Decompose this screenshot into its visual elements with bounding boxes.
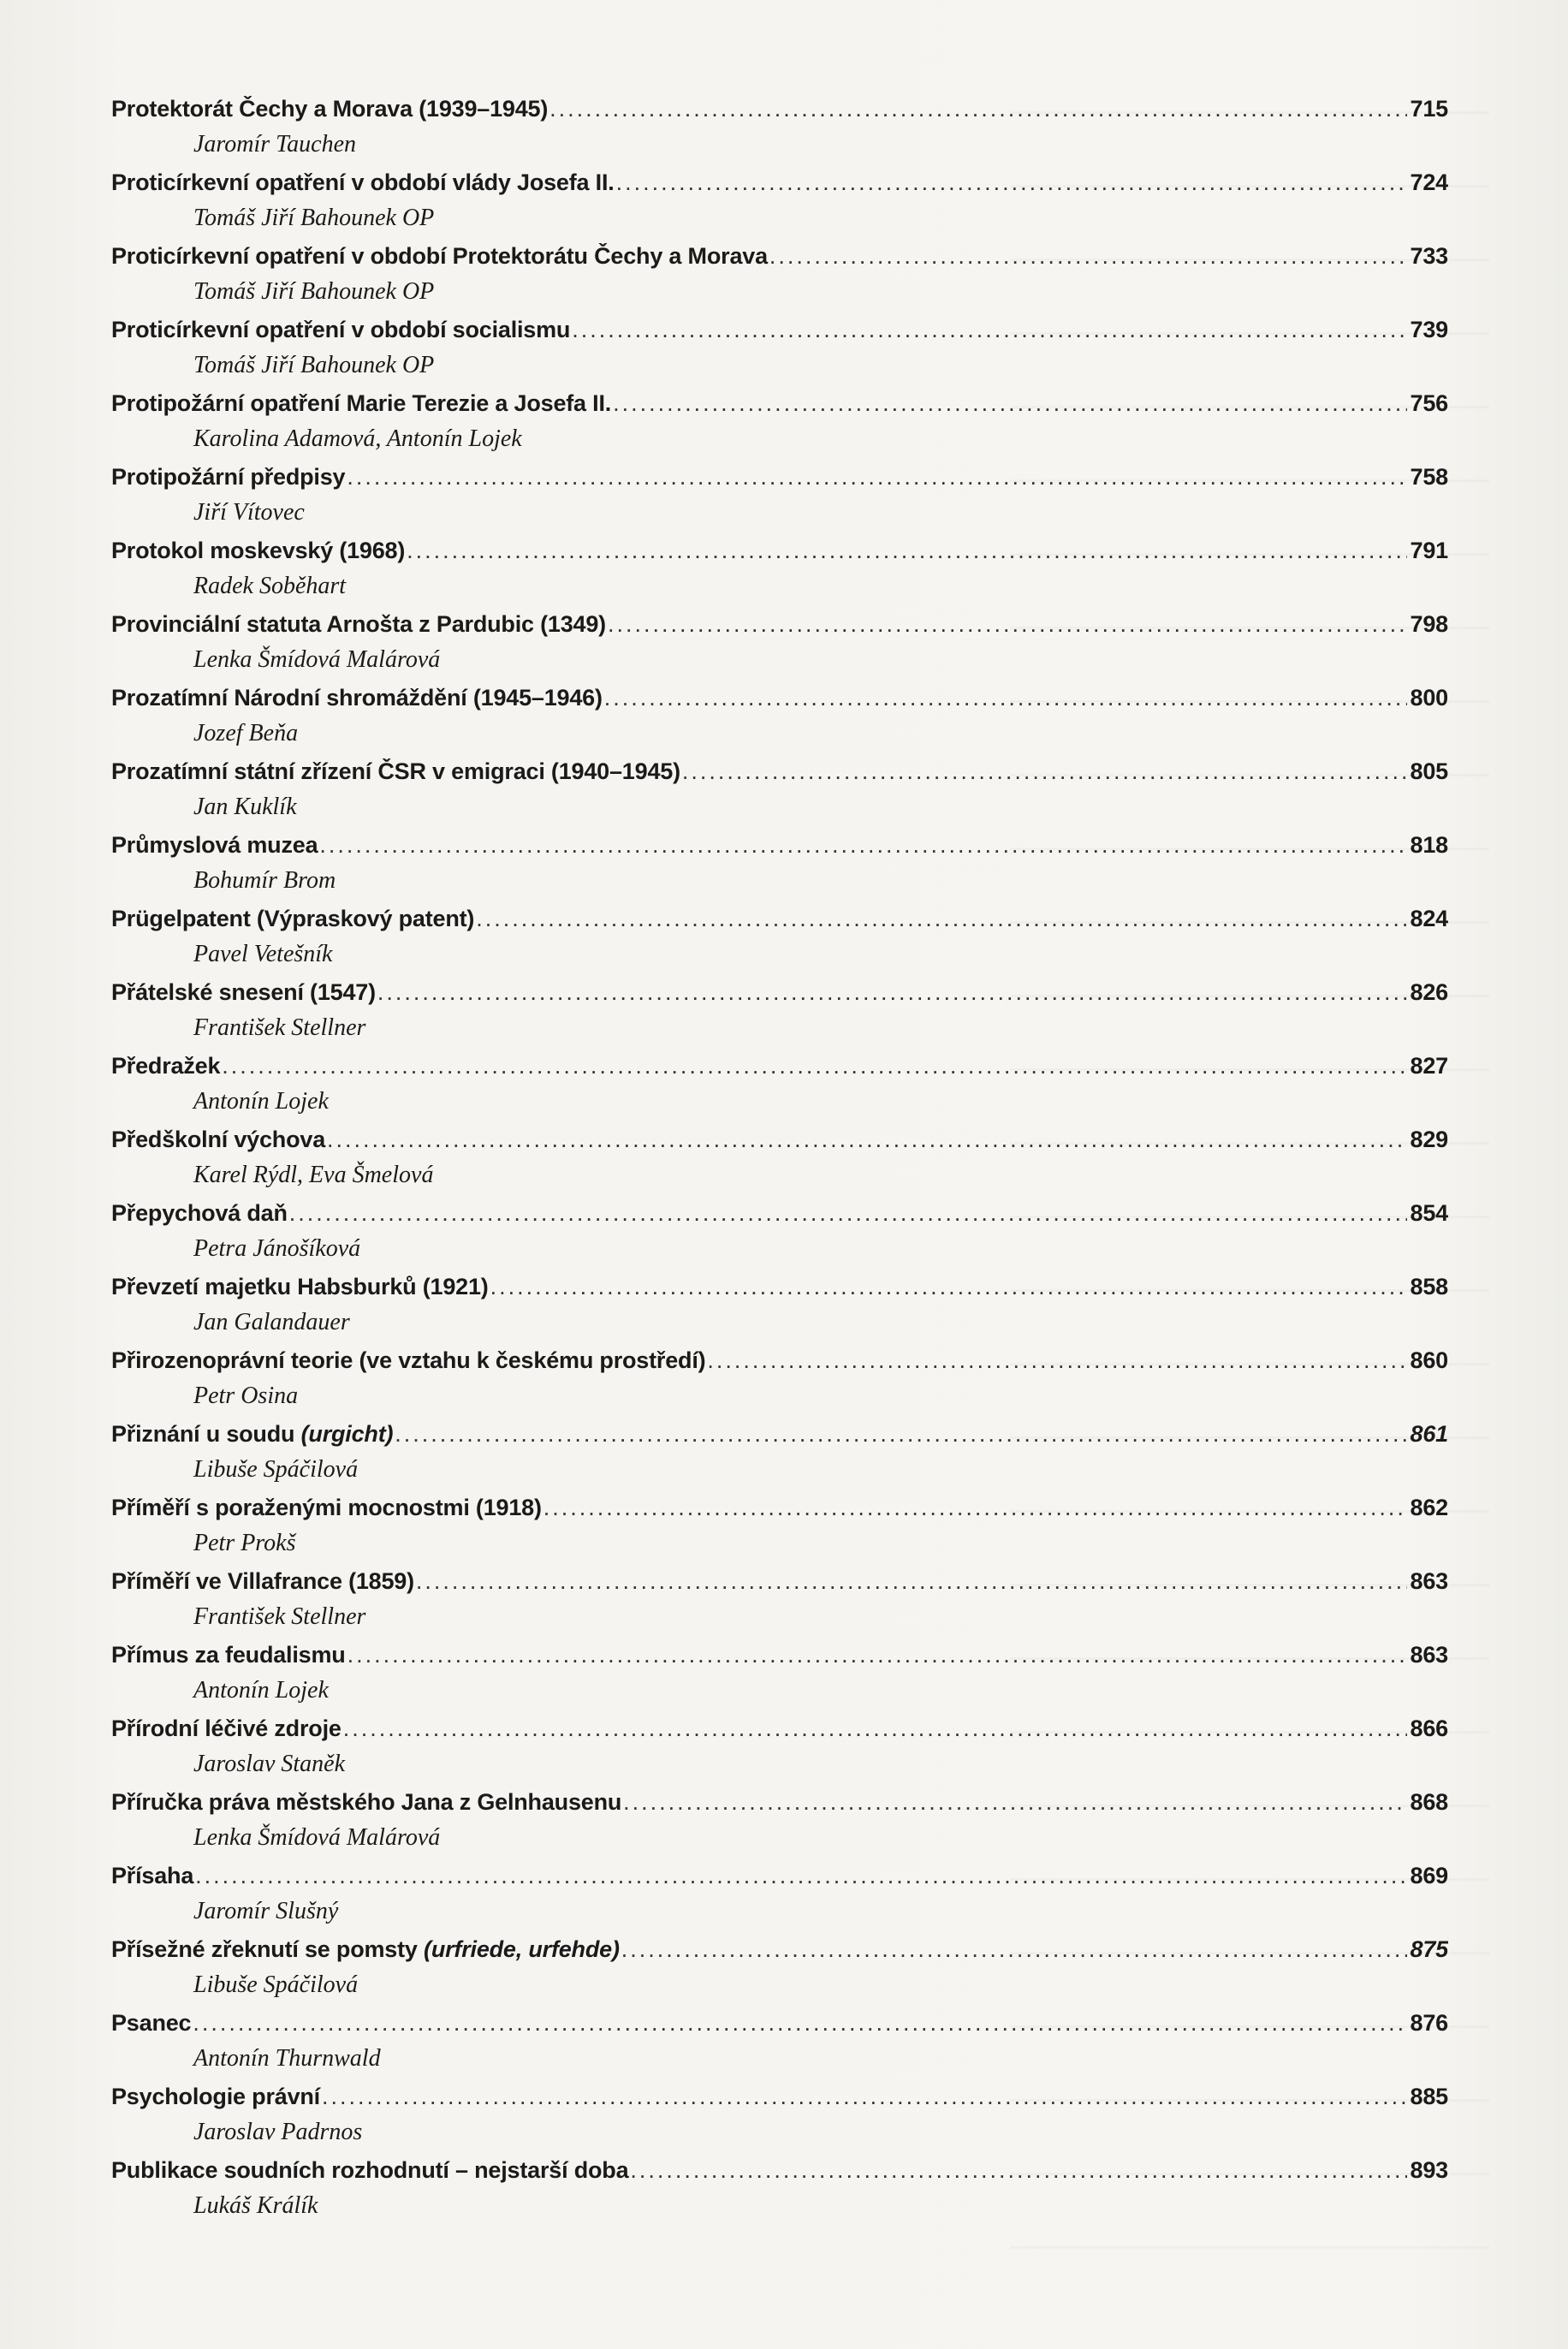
entry-page-number: 805	[1410, 758, 1448, 784]
entry-title-text: Proticírkevní opatření v období Protektorátu Čechy a Morava	[111, 243, 768, 269]
entry-page-number: 875	[1410, 1936, 1448, 1962]
dot-leader	[572, 317, 1406, 343]
entry-title	[111, 2157, 628, 2184]
entry-page-number: 824	[1410, 906, 1448, 931]
entry-page-number: 733	[1410, 243, 1448, 269]
entry-title	[111, 1863, 193, 1889]
toc-entry	[111, 169, 1448, 243]
toc-entry	[111, 243, 1448, 317]
entry-title	[111, 685, 603, 711]
entry-title-text: Přiznání u soudu	[111, 1421, 301, 1447]
entry-page-number: 862	[1410, 1495, 1448, 1520]
dot-leader	[613, 390, 1406, 417]
entry-title	[111, 1421, 393, 1448]
entry-page-number: 756	[1410, 390, 1448, 416]
entry-title-text: Předražek	[111, 1053, 221, 1079]
entry-author: Jozef Beňa	[193, 720, 299, 746]
entry-author: Lenka Šmídová Malárová	[193, 646, 441, 673]
dot-leader	[407, 538, 1406, 564]
toc-entry-line	[111, 538, 1448, 575]
entry-author: Pavel Vetešník	[193, 941, 333, 967]
entry-page-number: 876	[1410, 2010, 1448, 2036]
toc-entry	[111, 1127, 1448, 1200]
entry-title-text: Protokol moskevský (1968)	[111, 538, 406, 563]
entry-title	[111, 1642, 346, 1668]
entry-author: Jan Galandauer	[193, 1309, 350, 1335]
toc-entry	[111, 317, 1448, 390]
toc-entry	[111, 1863, 1448, 1936]
entry-author: Petr Osina	[193, 1383, 299, 1409]
entry-page-number: 885	[1410, 2084, 1448, 2109]
entry-page-number: 818	[1410, 832, 1448, 858]
entry-page-number: 854	[1410, 1200, 1448, 1226]
entry-title	[111, 464, 345, 491]
entry-author: Antonín Thurnwald	[193, 2045, 381, 2072]
dot-leader	[327, 1127, 1407, 1153]
entry-title	[111, 169, 615, 196]
toc-entry-line	[111, 1421, 1448, 1459]
entry-title	[111, 979, 376, 1006]
dot-leader	[343, 1716, 1407, 1742]
toc-entry	[111, 1642, 1448, 1716]
toc-entry-line	[111, 1716, 1448, 1753]
toc-entry	[111, 1789, 1448, 1863]
toc-entry-line	[111, 906, 1448, 943]
entry-author: Libuše Spáčilová	[193, 1971, 359, 1998]
entry-title-text: Příručka práva městského Jana z Gelnhausenu	[111, 1789, 622, 1815]
entry-title-text: Příměří s poraženými mocnostmi (1918)	[111, 1495, 542, 1520]
dot-leader	[543, 1495, 1407, 1521]
entry-title	[111, 1568, 414, 1595]
toc-entry	[111, 96, 1448, 169]
toc-entry-line	[111, 685, 1448, 723]
entry-author: Petr Prokš	[193, 1530, 296, 1556]
dot-leader	[377, 979, 1407, 1006]
entry-title	[111, 390, 611, 417]
entry-author: Karel Rýdl, Eva Šmelová	[193, 1162, 434, 1188]
dot-leader	[630, 2157, 1406, 2184]
toc-entry-line	[111, 1936, 1448, 1974]
dot-leader	[682, 758, 1407, 785]
toc-entry-line	[111, 169, 1448, 207]
entry-author: Lukáš Králík	[193, 2192, 318, 2219]
toc-entry	[111, 2157, 1448, 2231]
entry-page-number: 863	[1410, 1642, 1448, 1668]
entry-title	[111, 611, 606, 638]
toc-entry-line	[111, 1642, 1448, 1680]
toc-entry	[111, 1274, 1448, 1347]
entry-title-text: Publikace soudních rozhodnutí – nejstarší doba	[111, 2157, 629, 2183]
entry-page-number: 861	[1410, 1421, 1448, 1447]
entry-title	[111, 2010, 191, 2037]
entry-page-number: 866	[1410, 1716, 1448, 1741]
dot-leader	[621, 1936, 1407, 1963]
entry-page-number: 724	[1410, 169, 1448, 195]
entry-title-text: Příměří ve Villafrance (1859)	[111, 1568, 414, 1594]
entry-title	[111, 1127, 325, 1153]
entry-title	[111, 1200, 288, 1227]
entry-author: Bohumír Brom	[193, 867, 336, 894]
entry-title-text: Prozatímní Národní shromáždění (1945–1946)	[111, 685, 603, 711]
entry-page-number: 798	[1410, 611, 1448, 637]
entry-title	[111, 1053, 220, 1079]
entry-title-text: Přímus za feudalismu	[111, 1642, 346, 1668]
toc-entry	[111, 2010, 1448, 2084]
entry-author: Karolina Adamová, Antonín Lojek	[193, 425, 522, 452]
toc-entry-line	[111, 1568, 1448, 1606]
entry-page-number: 860	[1410, 1347, 1448, 1373]
entry-title-text: Přísežné zřeknutí se pomsty	[111, 1936, 425, 1962]
entry-author: Jan Kuklík	[193, 794, 297, 820]
entry-author: Tomáš Jiří Bahounek OP	[193, 205, 435, 231]
dot-leader	[616, 169, 1407, 196]
entry-author: Antonín Lojek	[193, 1088, 329, 1115]
entry-title-text: Přírodní léčivé zdroje	[111, 1716, 342, 1741]
entry-title-text: Protipožární předpisy	[111, 464, 346, 490]
entry-page-number: 863	[1410, 1568, 1448, 1594]
dot-leader	[322, 2084, 1407, 2110]
dot-leader	[222, 1053, 1406, 1079]
entry-page-number: 868	[1410, 1789, 1448, 1815]
dot-leader	[476, 906, 1406, 932]
entry-title	[111, 1495, 542, 1521]
entry-title	[111, 96, 548, 122]
toc-entry	[111, 832, 1448, 906]
dot-leader	[604, 685, 1407, 711]
toc-entry-line	[111, 243, 1448, 281]
entry-title-text: Psanec	[111, 2010, 192, 2036]
entry-title	[111, 758, 680, 785]
toc-entry-line	[111, 1200, 1448, 1238]
entry-title-text: Přísaha	[111, 1863, 194, 1888]
dot-leader	[395, 1421, 1406, 1448]
toc-entry	[111, 1716, 1448, 1789]
dot-leader	[608, 611, 1407, 638]
toc-entry	[111, 390, 1448, 464]
toc-entry-line	[111, 2084, 1448, 2121]
toc-entry	[111, 906, 1448, 979]
dot-leader	[416, 1568, 1407, 1595]
entry-title	[111, 317, 570, 343]
toc-entry-line	[111, 1274, 1448, 1311]
entry-page-number: 791	[1410, 538, 1448, 563]
entry-page-number: 715	[1410, 96, 1448, 122]
entry-title	[111, 1347, 705, 1374]
entry-title-text: Průmyslová muzea	[111, 832, 318, 858]
toc-entry	[111, 1421, 1448, 1495]
entry-page-number: 827	[1410, 1053, 1448, 1079]
entry-title	[111, 906, 474, 932]
entry-title-text: Proticírkevní opatření v období socialismu	[111, 317, 571, 342]
entry-page-number: 739	[1410, 317, 1448, 342]
toc-entry	[111, 1053, 1448, 1127]
toc-entry-line	[111, 611, 1448, 649]
dot-leader	[347, 464, 1406, 491]
toc-entry-line	[111, 317, 1448, 354]
entry-author: Tomáš Jiří Bahounek OP	[193, 352, 435, 378]
entry-page-number: 858	[1410, 1274, 1448, 1299]
dot-leader	[549, 96, 1406, 122]
entry-author: Jaroslav Padrnos	[193, 2119, 363, 2145]
entry-author: Radek Soběhart	[193, 573, 347, 599]
toc-entry-line	[111, 1053, 1448, 1091]
toc-entry-line	[111, 979, 1448, 1017]
entry-author: Lenka Šmídová Malárová	[193, 1824, 441, 1851]
entry-title	[111, 1274, 489, 1300]
entry-title-text: Prügelpatent (Výpraskový patent)	[111, 906, 475, 931]
toc-entry-line	[111, 1495, 1448, 1532]
dot-leader	[319, 832, 1406, 859]
entry-title-italic: (urgicht)	[300, 1421, 394, 1447]
entry-author: Libuše Spáčilová	[193, 1456, 359, 1483]
entry-author: Jiří Vítovec	[193, 499, 305, 526]
toc-entry-line	[111, 1789, 1448, 1827]
entry-author: František Stellner	[193, 1014, 366, 1041]
entry-author: Jaroslav Staněk	[193, 1751, 346, 1777]
entry-author: Jaromír Tauchen	[193, 131, 357, 158]
dot-leader	[347, 1642, 1407, 1668]
entry-title-text: Prozatímní státní zřízení ČSR v emigraci (1940–1945)	[111, 758, 680, 784]
toc-entry	[111, 611, 1448, 685]
entry-page-number: 893	[1410, 2157, 1448, 2183]
entry-title	[111, 2084, 320, 2110]
toc-entry	[111, 1347, 1448, 1421]
dot-leader	[769, 243, 1407, 270]
entry-title-text: Předškolní výchova	[111, 1127, 326, 1152]
entry-title-italic: (urfriede, urfehde)	[424, 1936, 620, 1962]
entry-title-text: Protipožární opatření Marie Terezie a Josefa II.	[111, 390, 612, 416]
entry-title	[111, 243, 768, 270]
toc-entry	[111, 1936, 1448, 2010]
entry-page-number: 826	[1410, 979, 1448, 1005]
entry-page-number: 869	[1410, 1863, 1448, 1888]
dot-leader	[623, 1789, 1406, 1816]
entry-title	[111, 832, 318, 859]
entry-title-text: Přirozenoprávní teorie (ve vztahu k českému prostředí)	[111, 1347, 706, 1373]
entry-title-text: Přátelské snesení (1547)	[111, 979, 376, 1005]
toc-entry	[111, 2084, 1448, 2157]
toc-entry-line	[111, 758, 1448, 796]
entry-title	[111, 1936, 620, 1963]
entry-title	[111, 1716, 342, 1742]
entry-title-text: Převzetí majetku Habsburků (1921)	[111, 1274, 489, 1299]
toc-entry	[111, 979, 1448, 1053]
entry-title-text: Provinciální statuta Arnošta z Pardubic (1349)	[111, 611, 606, 637]
entry-author: Jaromír Slušný	[193, 1898, 339, 1924]
entry-title	[111, 538, 405, 564]
entry-title-text: Proticírkevní opatření v období vlády Josefa II.	[111, 169, 615, 195]
dot-leader	[195, 1863, 1406, 1889]
toc-entry-line	[111, 96, 1448, 134]
toc-entry-line	[111, 390, 1448, 428]
toc-entry	[111, 464, 1448, 538]
entry-title-text: Přepychová daň	[111, 1200, 288, 1226]
entry-title-text: Protektorát Čechy a Morava (1939–1945)	[111, 96, 549, 122]
toc-entry	[111, 538, 1448, 611]
toc-entry-line	[111, 1127, 1448, 1164]
entry-author: Antonín Lojek	[193, 1677, 329, 1704]
entry-author: Tomáš Jiří Bahounek OP	[193, 278, 435, 305]
toc-entry-line	[111, 2010, 1448, 2048]
entry-author: František Stellner	[193, 1603, 366, 1630]
entry-author: Petra Jánošíková	[193, 1235, 361, 1262]
table-of-contents	[111, 96, 1448, 2231]
toc-entry-line	[111, 832, 1448, 870]
toc-entry	[111, 1200, 1448, 1274]
toc-entry	[111, 685, 1448, 758]
toc-entry-line	[111, 1347, 1448, 1385]
toc-entry	[111, 1495, 1448, 1568]
toc-entry	[111, 758, 1448, 832]
dot-leader	[289, 1200, 1407, 1227]
entry-page-number: 758	[1410, 464, 1448, 490]
entry-title-text: Psychologie právní	[111, 2084, 320, 2109]
dot-leader	[490, 1274, 1407, 1300]
entry-page-number: 829	[1410, 1127, 1448, 1152]
dot-leader	[707, 1347, 1406, 1374]
entry-title	[111, 1789, 621, 1816]
toc-entry-line	[111, 2157, 1448, 2195]
toc-entry-line	[111, 1863, 1448, 1900]
entry-page-number: 800	[1410, 685, 1448, 711]
dot-leader	[193, 2010, 1406, 2037]
toc-entry-line	[111, 464, 1448, 502]
toc-entry	[111, 1568, 1448, 1642]
